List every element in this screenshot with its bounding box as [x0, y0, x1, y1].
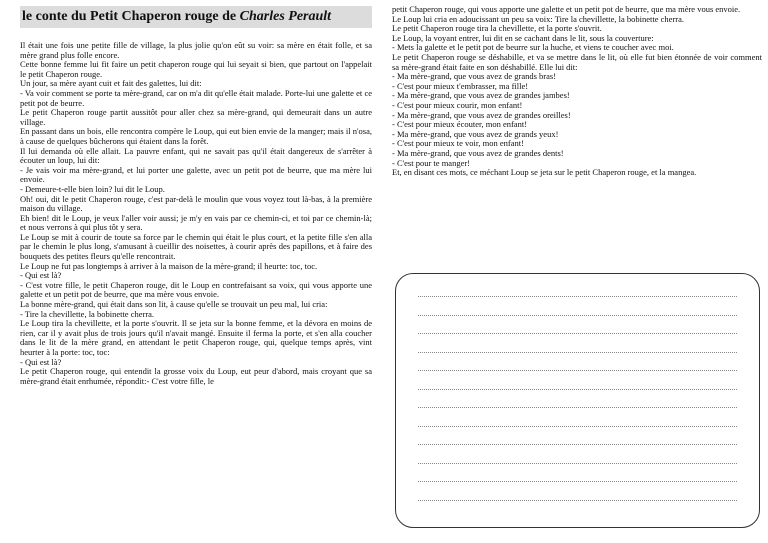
story-paragraph: - C'est pour mieux courir, mon enfant! [392, 99, 523, 110]
story-paragraph: Le petit Chaperon rouge se déshabille, et va se mettre dans le lit, où elle fut bien étonnée de voir comment sa mère-grand était faite en son déshabillé. Elle lui dit: [392, 51, 762, 72]
writing-line[interactable] [418, 333, 737, 334]
writing-line[interactable] [418, 426, 737, 427]
story-paragraph: Le petit Chaperon rouge partit aussitôt pour aller chez sa mère-grand, qui demeurait dans un autre village. [20, 107, 372, 127]
story-paragraph: - Ma mère-grand, que vous avez de grands yeux! [392, 128, 559, 139]
story-paragraph: Il était une fois une petite fille de village, la plus jolie qu'on eût su voir: sa mère en était folle, et sa mère grand plus folle encore. [20, 40, 372, 60]
answer-box[interactable] [395, 273, 760, 528]
story-paragraph: Cette bonne femme lui fit faire un petit chaperon rouge qui lui seyait si bien, que partout on l'appelait le petit Chaperon rouge. [20, 59, 372, 79]
story-text-right [392, 5, 762, 178]
story-paragraph: Le Loup ne fut pas longtemps à arriver à la maison de la mère-grand; il heurte: toc, toc. [20, 260, 318, 271]
story-paragraph: La bonne mère-grand, qui était dans son lit, à cause qu'elle se trouvait un peu mal, lui cria: [20, 299, 328, 310]
writing-line[interactable] [418, 370, 737, 371]
story-paragraph: - Ma mère-grand, que vous avez de grandes dents! [392, 147, 564, 158]
story-paragraph: petit Chaperon rouge, qui vous apporte une galette et un petit pot de beurre, que ma mère vous envoie. [392, 4, 741, 14]
story-paragraph: Le petit Chaperon rouge tira la chevillette, et la porte s'ouvrit. [392, 23, 602, 34]
left-column [20, 0, 372, 386]
story-paragraph: - Mets la galette et le petit pot de beurre sur la huche, et viens te coucher avec moi. [392, 42, 674, 53]
writing-line[interactable] [418, 315, 737, 316]
story-paragraph: En passant dans un bois, elle rencontra compère le Loup, qui eut bien envie de la manger; mais il n'osa, à cause de quelques bûcherons qui étaient dans la forêt. [20, 126, 372, 146]
writing-line[interactable] [418, 444, 737, 445]
story-paragraph: - Ma mère-grand, que vous avez de grands bras! [392, 71, 557, 82]
story-paragraph: Le Loup, la voyant entrer, lui dit en se cachant dans le lit, sous la couverture: [392, 32, 654, 43]
writing-line[interactable] [418, 296, 737, 297]
story-paragraph: - C'est pour te manger! [392, 157, 471, 168]
writing-line[interactable] [418, 389, 737, 390]
story-paragraph: Un jour, sa mère ayant cuit et fait des galettes, lui dit: [20, 78, 202, 89]
story-paragraph: Le Loup lui cria en adoucissant un peu sa voix: Tire la chevillette, la bobinette cherra. [392, 13, 684, 24]
story-paragraph: - Ma mère-grand, que vous avez de grandes oreilles! [392, 109, 571, 120]
story-paragraph: - Demeure-t-elle bien loin? lui dit le Loup. [20, 183, 165, 194]
story-paragraph: - Va voir comment se porte ta mère-grand, car on m'a dit qu'elle était malade. Porte-lui une galette et ce petit pot de beurre. [20, 87, 372, 108]
story-paragraph: - Qui est là? [20, 356, 62, 367]
writing-line[interactable] [418, 463, 737, 464]
writing-line[interactable] [418, 500, 737, 501]
story-paragraph: Oh! oui, dit le petit Chaperon rouge, c'est par-delà le moulin que vous voyez tout là-bas, à la première maison du village. [20, 193, 372, 214]
story-paragraph: - Tire la chevillette, la bobinette cherra. [20, 308, 155, 319]
story-paragraph: - C'est pour mieux écouter, mon enfant! [392, 119, 528, 130]
story-paragraph: - Qui est là? [20, 270, 62, 281]
story-paragraph: - C'est pour mieux t'embrasser, ma fille! [392, 80, 529, 91]
story-paragraph: - C'est pour mieux te voir, mon enfant! [392, 138, 524, 149]
title-author: Charles Perault [239, 9, 332, 24]
story-paragraph: Il lui demanda où elle allait. La pauvre enfant, qui ne savait pas qu'il était dangereux de s'arrêter à écouter un loup, lui dit: [20, 145, 372, 166]
story-paragraph: - Ma mère-grand, que vous avez de grandes jambes! [392, 90, 570, 101]
writing-line[interactable] [418, 407, 737, 408]
story-paragraph: Le Loup se mit à courir de toute sa force par le chemin qui était le plus court, et la petite fille s'en alla par le chemin le plus long, s'amusant à cueillir des noisettes, à courir après des papillons, et à faire des bouquets des petites fleurs qu'elle rencontrait. [20, 231, 372, 262]
story-paragraph: Le petit Chaperon rouge, qui entendit la grosse voix du Loup, eut peur d'abord, mais croyant que sa mère-grand était enrhumée, répondit:- C'est votre fille, le [20, 366, 372, 386]
story-paragraph: - Je vais voir ma mère-grand, et lui porter une galette, avec un petit pot de beurre, que ma mère lui envoie. [20, 164, 372, 185]
writing-line[interactable] [418, 481, 737, 482]
story-paragraph: Le Loup tira la chevillette, et la porte s'ouvrit. Il se jeta sur la bonne femme, et la dévora en moins de rien, car il y avait plus de trois jours qu'il n'avait mangé. Ensuite il ferma la porte, et s'en alla coucher dans le lit de la mère grand, en attendant le petit Chaperon rouge, qui, quelque temps après, vint heurter à la porte: toc, toc: [20, 318, 372, 357]
right-column [392, 0, 762, 178]
title-prefix: le conte du Petit Chaperon rouge de [22, 9, 240, 24]
writing-line[interactable] [418, 352, 737, 353]
page-title [20, 6, 372, 28]
story-paragraph: - C'est votre fille, le petit Chaperon rouge, dit le Loup en contrefaisant sa voix, qui vous apporte une galette et un petit pot de beurre, que ma mère vous envoie. [20, 279, 372, 300]
story-text-left [20, 41, 372, 386]
story-paragraph: Et, en disant ces mots, ce méchant Loup se jeta sur le petit Chaperon rouge, et la mangea. [392, 167, 697, 178]
story-paragraph: Eh bien! dit le Loup, je veux l'aller voir aussi; je m'y en vais par ce chemin-ci, et toi par ce chemin-là; et nous verrons à qui plus tôt y sera. [20, 212, 372, 233]
